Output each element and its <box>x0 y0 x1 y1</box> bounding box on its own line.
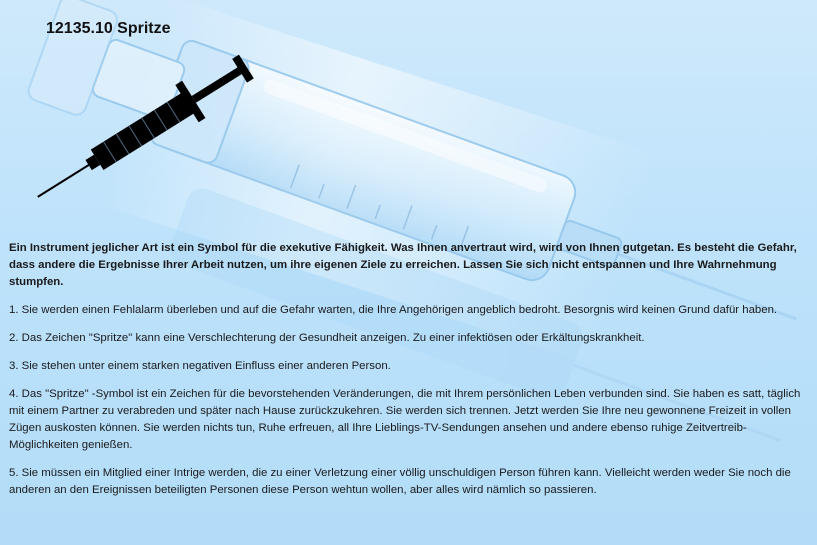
content <box>9 240 809 510</box>
list-item: 3. Sie stehen unter einem starken negativen Einfluss einer anderen Person. <box>9 360 391 372</box>
list-item: 2. Das Zeichen "Spritze" kann eine Verschlechterung der Gesundheit anzeigen. Zu einer infektiösen oder Erkältungskrankheit. <box>9 332 645 344</box>
list-item: 5. Sie müssen ein Mitglied einer Intrige werden, die zu einer Verletzung einer völlig unschuldigen Person führen kann. Vielleicht werden weder Sie noch die anderen an den Ereignissen beteiligten Personen diese Person wehtun wollen, aber alles wird nämlich so passieren. <box>9 467 791 496</box>
page-title: 12135.10 Spritze <box>46 20 171 37</box>
intro-paragraph: Ein Instrument jeglicher Art ist ein Symbol für die exekutive Fähigkeit. Was Ihnen anvertraut wird, wird von Ihnen gutgetan. Es besteht die Gefahr, dass andere die Ergebnisse Ihrer Arbeit nutzen, um ihre eigenen Ziele zu erreichen. Lassen Sie sich nicht entspannen und Ihre Wahrnehmung stumpfen. <box>9 242 797 288</box>
syringe-icon <box>18 48 278 208</box>
list-item: 1. Sie werden einen Fehlalarm überleben und auf die Gefahr warten, die Ihre Angehörigen angeblich bedroht. Besorgnis wird keinen Grund dafür haben. <box>9 304 778 316</box>
list-item: 4. Das "Spritze" -Symbol ist ein Zeichen für die bevorstehenden Veränderungen, die mit Ihrem persönlichen Leben verbunden sind. Sie haben es satt, täglich mit einem Partner zu verabreden und später nach Hause zurückzukehren. Sie werden sich trennen. Jetzt werden Sie Ihre neu gewonnene Freizeit in vollen Zügen auskosten können. Sie werden nichts tun, Ruhe erfreuen, all Ihre Lieblings-TV-Sendungen ansehen und andere ebenso ruhige Zeitvertreib-Möglichkeiten genießen. <box>9 388 801 451</box>
